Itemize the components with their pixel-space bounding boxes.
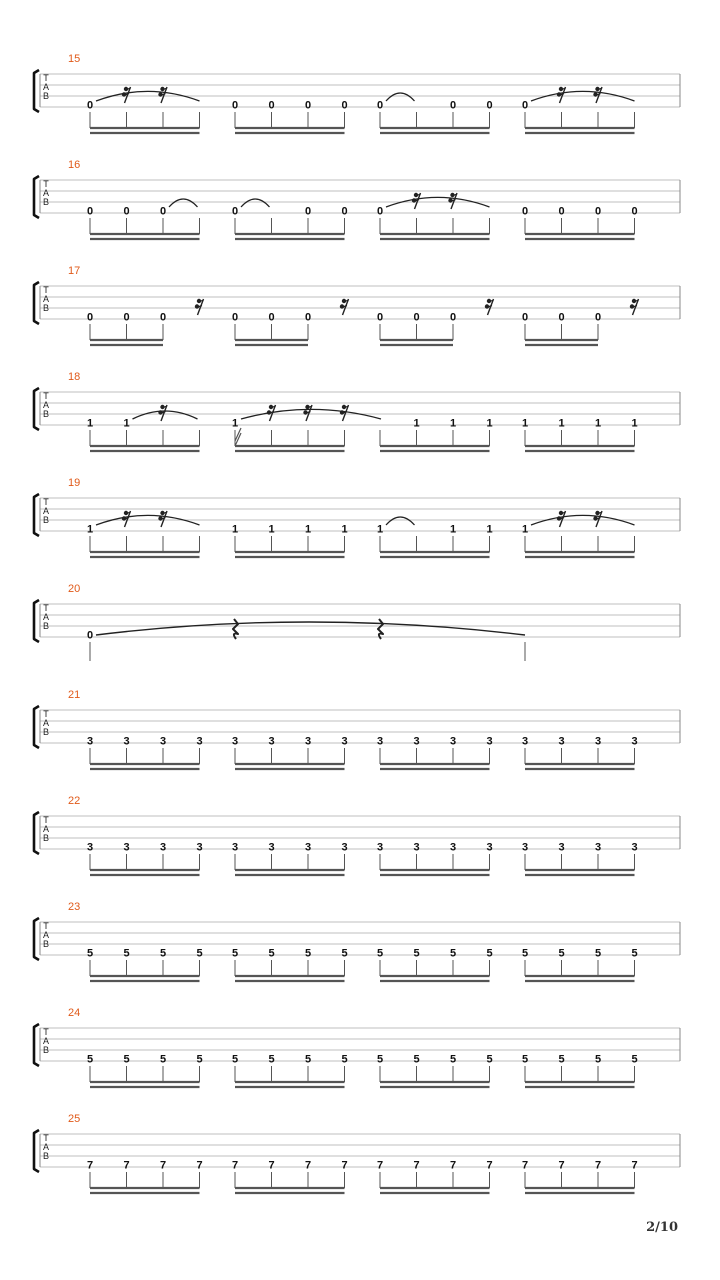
fret-number: 5 — [594, 947, 602, 960]
fret-number: 5 — [341, 1053, 348, 1066]
tie-arc — [96, 622, 525, 635]
fret-number: 5 — [123, 947, 130, 960]
fret-number: 7 — [231, 1159, 239, 1172]
fret-number: 5 — [86, 947, 94, 960]
fret-number: 1 — [521, 523, 529, 536]
fret-number: 7 — [558, 1159, 565, 1172]
fret-number: 5 — [631, 947, 638, 960]
fret-number: 0 — [594, 311, 602, 324]
fret-number: 5 — [123, 1053, 130, 1066]
fret-number: 0 — [123, 311, 130, 324]
measure-number: 18 — [68, 371, 81, 383]
fret-number: 1 — [123, 417, 130, 430]
fret-number: 0 — [341, 205, 348, 218]
system-bracket — [34, 812, 39, 854]
tab-clef-letter: B — [42, 91, 50, 101]
fret-number: 0 — [304, 205, 312, 218]
tab-clef-letter: B — [42, 621, 50, 631]
fret-number: 5 — [341, 947, 348, 960]
fret-number: 5 — [86, 1053, 94, 1066]
tab-clef-letter: B — [42, 303, 50, 313]
fret-number: 0 — [521, 311, 529, 324]
fret-number: 3 — [486, 841, 493, 854]
fret-number: 7 — [196, 1159, 203, 1172]
fret-number: 5 — [231, 947, 239, 960]
tab-clef-letter: B — [42, 939, 50, 949]
fret-number: 3 — [159, 735, 167, 748]
fret-number: 3 — [413, 735, 420, 748]
fret-number: 3 — [521, 735, 529, 748]
tab-system — [34, 371, 680, 451]
tab-clef-letter: A — [42, 506, 50, 516]
tab-clef-letter: T — [43, 815, 49, 825]
fret-number: 1 — [86, 523, 94, 536]
fret-number: 7 — [341, 1159, 348, 1172]
fret-number: 0 — [449, 311, 457, 324]
measure-number: 20 — [68, 583, 81, 595]
measure-number: 25 — [68, 1113, 81, 1125]
slur-arc — [386, 93, 415, 101]
system-bracket — [34, 600, 39, 642]
measure-number: 22 — [68, 795, 81, 807]
tab-system — [34, 53, 680, 133]
tab-system — [34, 1113, 680, 1193]
tab-clef-letter: B — [42, 1151, 50, 1161]
fret-number: 3 — [376, 841, 384, 854]
fret-number: 5 — [159, 1053, 167, 1066]
fret-number: 3 — [123, 735, 130, 748]
fret-number: 3 — [231, 841, 239, 854]
fret-number: 0 — [231, 99, 239, 112]
tab-clef-letter: B — [42, 197, 50, 207]
fret-number: 7 — [304, 1159, 312, 1172]
fret-number: 1 — [631, 417, 638, 430]
tab-clef-letter: A — [42, 294, 50, 304]
fret-number: 1 — [449, 417, 457, 430]
fret-number: 0 — [86, 205, 94, 218]
fret-number: 5 — [231, 1053, 239, 1066]
slur-arc — [169, 199, 198, 207]
fret-number: 1 — [413, 417, 420, 430]
tab-system — [34, 689, 680, 769]
fret-number: 3 — [341, 841, 348, 854]
fret-number: 0 — [304, 99, 312, 112]
fret-number: 5 — [268, 947, 275, 960]
system-bracket — [34, 282, 39, 324]
tab-system — [34, 1007, 680, 1087]
tab-clef-letter: A — [42, 1142, 50, 1152]
system-bracket — [34, 706, 39, 748]
tab-clef-letter: A — [42, 1036, 50, 1046]
fret-number: 1 — [449, 523, 457, 536]
fret-number: 1 — [558, 417, 565, 430]
fret-number: 5 — [304, 947, 312, 960]
fret-number: 5 — [521, 947, 529, 960]
fret-number: 7 — [123, 1159, 130, 1172]
fret-number: 7 — [449, 1159, 457, 1172]
fret-number: 0 — [304, 311, 312, 324]
fret-number: 5 — [304, 1053, 312, 1066]
fret-number: 0 — [521, 205, 529, 218]
tab-clef-letter: A — [42, 718, 50, 728]
tab-clef-letter: T — [43, 391, 49, 401]
fret-number: 0 — [376, 99, 384, 112]
fret-number: 7 — [268, 1159, 275, 1172]
fret-number: 0 — [159, 205, 167, 218]
fret-number: 5 — [594, 1053, 602, 1066]
tab-system — [34, 583, 680, 661]
tab-clef-letter: T — [43, 73, 49, 83]
fret-number: 0 — [558, 205, 565, 218]
fret-number: 0 — [86, 99, 94, 112]
tab-system — [34, 795, 680, 875]
fret-number: 0 — [558, 311, 565, 324]
tab-clef-letter: B — [42, 1045, 50, 1055]
fret-number: 3 — [341, 735, 348, 748]
fret-number: 5 — [159, 947, 167, 960]
measure-number: 23 — [68, 901, 81, 913]
quarter-rest-icon — [233, 619, 238, 639]
tab-clef-letter: T — [43, 497, 49, 507]
fret-number: 1 — [486, 523, 493, 536]
fret-number: 1 — [594, 417, 602, 430]
tab-clef-letter: B — [42, 833, 50, 843]
tab-clef-letter: A — [42, 612, 50, 622]
tab-clef-letter: T — [43, 179, 49, 189]
fret-number: 0 — [268, 99, 275, 112]
fret-number: 1 — [521, 417, 529, 430]
tab-clef-letter: A — [42, 400, 50, 410]
fret-number: 5 — [486, 1053, 493, 1066]
system-bracket — [34, 176, 39, 218]
fret-number: 3 — [631, 841, 638, 854]
fret-number: 0 — [86, 629, 94, 642]
fret-number: 7 — [594, 1159, 602, 1172]
fret-number: 3 — [521, 841, 529, 854]
fret-number: 5 — [449, 1053, 457, 1066]
fret-number: 1 — [231, 523, 239, 536]
tab-system — [34, 159, 680, 239]
tab-clef-letter: T — [43, 709, 49, 719]
fret-number: 5 — [376, 947, 384, 960]
fret-number: 1 — [86, 417, 94, 430]
fret-number: 0 — [376, 311, 384, 324]
fret-number: 3 — [486, 735, 493, 748]
fret-number: 3 — [196, 735, 203, 748]
fret-number: 0 — [413, 311, 420, 324]
tab-system — [34, 265, 680, 345]
tab-clef-letter: T — [43, 285, 49, 295]
system-bracket — [34, 1024, 39, 1066]
system-bracket — [34, 388, 39, 430]
fret-number: 3 — [304, 841, 312, 854]
fret-number: 7 — [159, 1159, 167, 1172]
slur-arc — [386, 517, 415, 525]
fret-number: 1 — [268, 523, 275, 536]
fret-number: 3 — [86, 735, 94, 748]
fret-number: 0 — [231, 205, 239, 218]
fret-number: 5 — [196, 1053, 203, 1066]
tab-system — [34, 901, 680, 981]
fret-number: 3 — [413, 841, 420, 854]
fret-number: 3 — [304, 735, 312, 748]
fret-number: 3 — [159, 841, 167, 854]
fret-number: 3 — [631, 735, 638, 748]
fret-number: 3 — [594, 735, 602, 748]
fret-number: 3 — [196, 841, 203, 854]
tab-clef-letter: A — [42, 824, 50, 834]
tab-clef-letter: B — [42, 409, 50, 419]
fret-number: 0 — [341, 99, 348, 112]
fret-number: 1 — [304, 523, 312, 536]
tab-clef-letter: T — [43, 1027, 49, 1037]
fret-number: 5 — [413, 1053, 420, 1066]
fret-number: 0 — [86, 311, 94, 324]
fret-number: 3 — [449, 735, 457, 748]
fret-number: 0 — [521, 99, 529, 112]
fret-number: 7 — [86, 1159, 94, 1172]
fret-number: 3 — [376, 735, 384, 748]
fret-number: 0 — [449, 99, 457, 112]
measure-number: 19 — [68, 477, 81, 489]
fret-number: 3 — [123, 841, 130, 854]
fret-number: 7 — [413, 1159, 420, 1172]
fret-number: 0 — [486, 99, 493, 112]
fret-number: 5 — [376, 1053, 384, 1066]
page-number: 2/10 — [646, 1220, 678, 1235]
tab-clef-letter: T — [43, 921, 49, 931]
fret-number: 5 — [268, 1053, 275, 1066]
fret-number: 0 — [376, 205, 384, 218]
fret-number: 1 — [341, 523, 348, 536]
system-bracket — [34, 1130, 39, 1172]
fret-number: 5 — [631, 1053, 638, 1066]
fret-number: 0 — [231, 311, 239, 324]
fret-number: 5 — [449, 947, 457, 960]
fret-number: 5 — [413, 947, 420, 960]
fret-number: 7 — [521, 1159, 529, 1172]
system-bracket — [34, 918, 39, 960]
fret-number: 7 — [376, 1159, 384, 1172]
fret-number: 7 — [486, 1159, 493, 1172]
fret-number: 3 — [231, 735, 239, 748]
fret-number: 5 — [521, 1053, 529, 1066]
fret-number: 0 — [159, 311, 167, 324]
tab-clef-letter: B — [42, 515, 50, 525]
fret-number: 5 — [486, 947, 493, 960]
tab-clef-letter: A — [42, 188, 50, 198]
system-bracket — [34, 494, 39, 536]
fret-number: 3 — [268, 841, 275, 854]
fret-number: 5 — [558, 1053, 565, 1066]
measure-number: 15 — [68, 53, 81, 65]
tab-clef-letter: T — [43, 1133, 49, 1143]
fret-number: 3 — [594, 841, 602, 854]
fret-number: 3 — [558, 735, 565, 748]
measure-number: 24 — [68, 1007, 81, 1019]
fret-number: 3 — [268, 735, 275, 748]
fret-number: 0 — [123, 205, 130, 218]
fret-number: 0 — [594, 205, 602, 218]
fret-number: 1 — [376, 523, 384, 536]
fret-number: 3 — [558, 841, 565, 854]
fret-number: 5 — [558, 947, 565, 960]
measure-number: 21 — [68, 689, 81, 701]
tab-clef-letter: T — [43, 603, 49, 613]
tab-clef-letter: A — [42, 82, 50, 92]
fret-number: 7 — [631, 1159, 638, 1172]
fret-number: 3 — [86, 841, 94, 854]
fret-number: 1 — [231, 417, 239, 430]
fret-number: 0 — [631, 205, 638, 218]
tab-clef-letter: A — [42, 930, 50, 940]
measure-number: 16 — [68, 159, 81, 171]
measure-number: 17 — [68, 265, 81, 277]
slur-arc — [241, 199, 270, 207]
quarter-rest-icon — [378, 619, 383, 639]
tab-system — [34, 477, 680, 557]
fret-number: 0 — [268, 311, 275, 324]
system-bracket — [34, 70, 39, 112]
fret-number: 5 — [196, 947, 203, 960]
fret-number: 3 — [449, 841, 457, 854]
fret-number: 1 — [486, 417, 493, 430]
tab-clef-letter: B — [42, 727, 50, 737]
